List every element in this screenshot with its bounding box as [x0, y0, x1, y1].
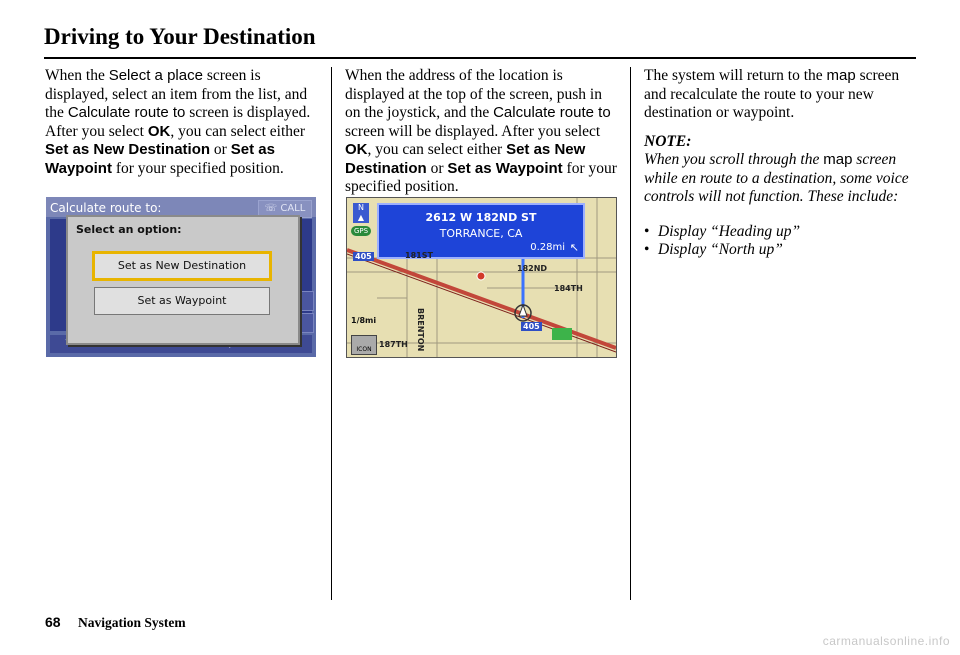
text: , you can select either [367, 141, 507, 158]
text: screen will be displayed. After you select [345, 122, 601, 140]
page-title: Driving to Your Destination [44, 24, 316, 49]
icon-button[interactable]: ICON [351, 335, 377, 355]
text: When the address of the location is displayed at the top of the screen, push in on the joystick, and the [345, 67, 602, 121]
note-body [644, 151, 916, 207]
set-new-destination-term: Set as New Destination [45, 141, 211, 158]
column-3-paragraph [644, 67, 916, 123]
select-option-dialog [66, 215, 300, 345]
text: screen is displayed. After you select [45, 104, 311, 140]
street-label: 187TH [379, 340, 408, 349]
text: for your specified position. [345, 159, 617, 195]
text: for your specified position. [111, 159, 284, 177]
text: The system will return to the [644, 67, 827, 84]
text: When the [45, 67, 109, 84]
column-1 [45, 67, 317, 178]
gps-icon: GPS [351, 226, 371, 236]
text: screen and recalculate the route to your new destination or waypoint. [644, 67, 900, 121]
note-heading: NOTE: [644, 132, 692, 150]
select-a-place-term: Select a place [108, 67, 203, 84]
street-label: 181ST [405, 251, 433, 260]
screen-header [46, 197, 316, 217]
call-label: CALL [280, 203, 306, 214]
park-area [552, 328, 572, 340]
calculate-route-term: Calculate route to [493, 104, 611, 121]
list-item-text: Display “Heading up” [658, 222, 801, 240]
section-name: Navigation System [78, 615, 186, 630]
address-line-1: 2612 W 182ND ST [425, 211, 537, 224]
freeway-line [347, 250, 616, 348]
set-as-waypoint-button[interactable]: Set as Waypoint [94, 287, 270, 315]
map-scale[interactable]: 1/8mi [351, 316, 377, 325]
map-screenshot [346, 197, 617, 358]
set-new-destination-term: Set as New Destination [345, 141, 586, 177]
set-waypoint-term: Set as Waypoint [45, 141, 275, 177]
destination-pin-icon [477, 272, 485, 280]
watermark: carmanualsonline.info [822, 634, 950, 648]
dialog-label: Select an option: [76, 223, 182, 236]
column-2-paragraph [345, 67, 617, 197]
vehicle-arrow-icon [519, 305, 527, 316]
direction-arrow-icon: ↖ [569, 241, 579, 254]
column-divider [630, 67, 631, 600]
freeway-shield: 405 [523, 322, 540, 331]
list-item-text: Display “North up” [658, 241, 783, 258]
freeway-shield: 405 [355, 252, 372, 261]
title-rule [44, 57, 916, 59]
column-2 [345, 67, 617, 197]
street-label: 184TH [554, 284, 583, 293]
compass-icon[interactable]: N ▲ [353, 203, 369, 223]
text: screen is displayed, select an item from the list, and the [45, 67, 308, 121]
set-waypoint-term: Set as Waypoint [447, 159, 563, 177]
map-term: map [826, 67, 856, 84]
note-list [644, 223, 916, 260]
distance-readout: 0.28mi [530, 242, 565, 253]
text: screen while en route to a destination, some voice controls will not function. These include: [644, 151, 909, 205]
ok-term: OK [345, 141, 368, 158]
column-3 [644, 67, 916, 260]
ok-term: OK [147, 122, 171, 140]
text: or [210, 141, 231, 158]
calculate-route-term: Calculate route to [67, 104, 186, 121]
street-label: BRENTON [416, 308, 425, 352]
compass-label: N [358, 203, 364, 212]
call-button[interactable]: ☏ CALL [258, 200, 312, 218]
street-label: 182ND [517, 264, 548, 273]
list-item: • Display “Heading up” [644, 222, 801, 240]
text: , you can select either [170, 122, 306, 140]
text: When you scroll through the [644, 151, 824, 168]
set-as-new-destination-button[interactable]: Set as New Destination [92, 251, 272, 281]
column-1-paragraph [45, 67, 317, 178]
freeway-edge [347, 254, 616, 352]
column-divider [331, 67, 332, 600]
screen-title: Calculate route to: [50, 201, 162, 215]
text: or [426, 159, 448, 177]
calculate-route-screenshot [46, 197, 316, 357]
map-term: map [823, 151, 853, 168]
address-line-2: TORRANCE, CA [439, 227, 523, 240]
list-item: • Display “North up” [644, 241, 783, 258]
page-number: 68 [45, 614, 61, 630]
